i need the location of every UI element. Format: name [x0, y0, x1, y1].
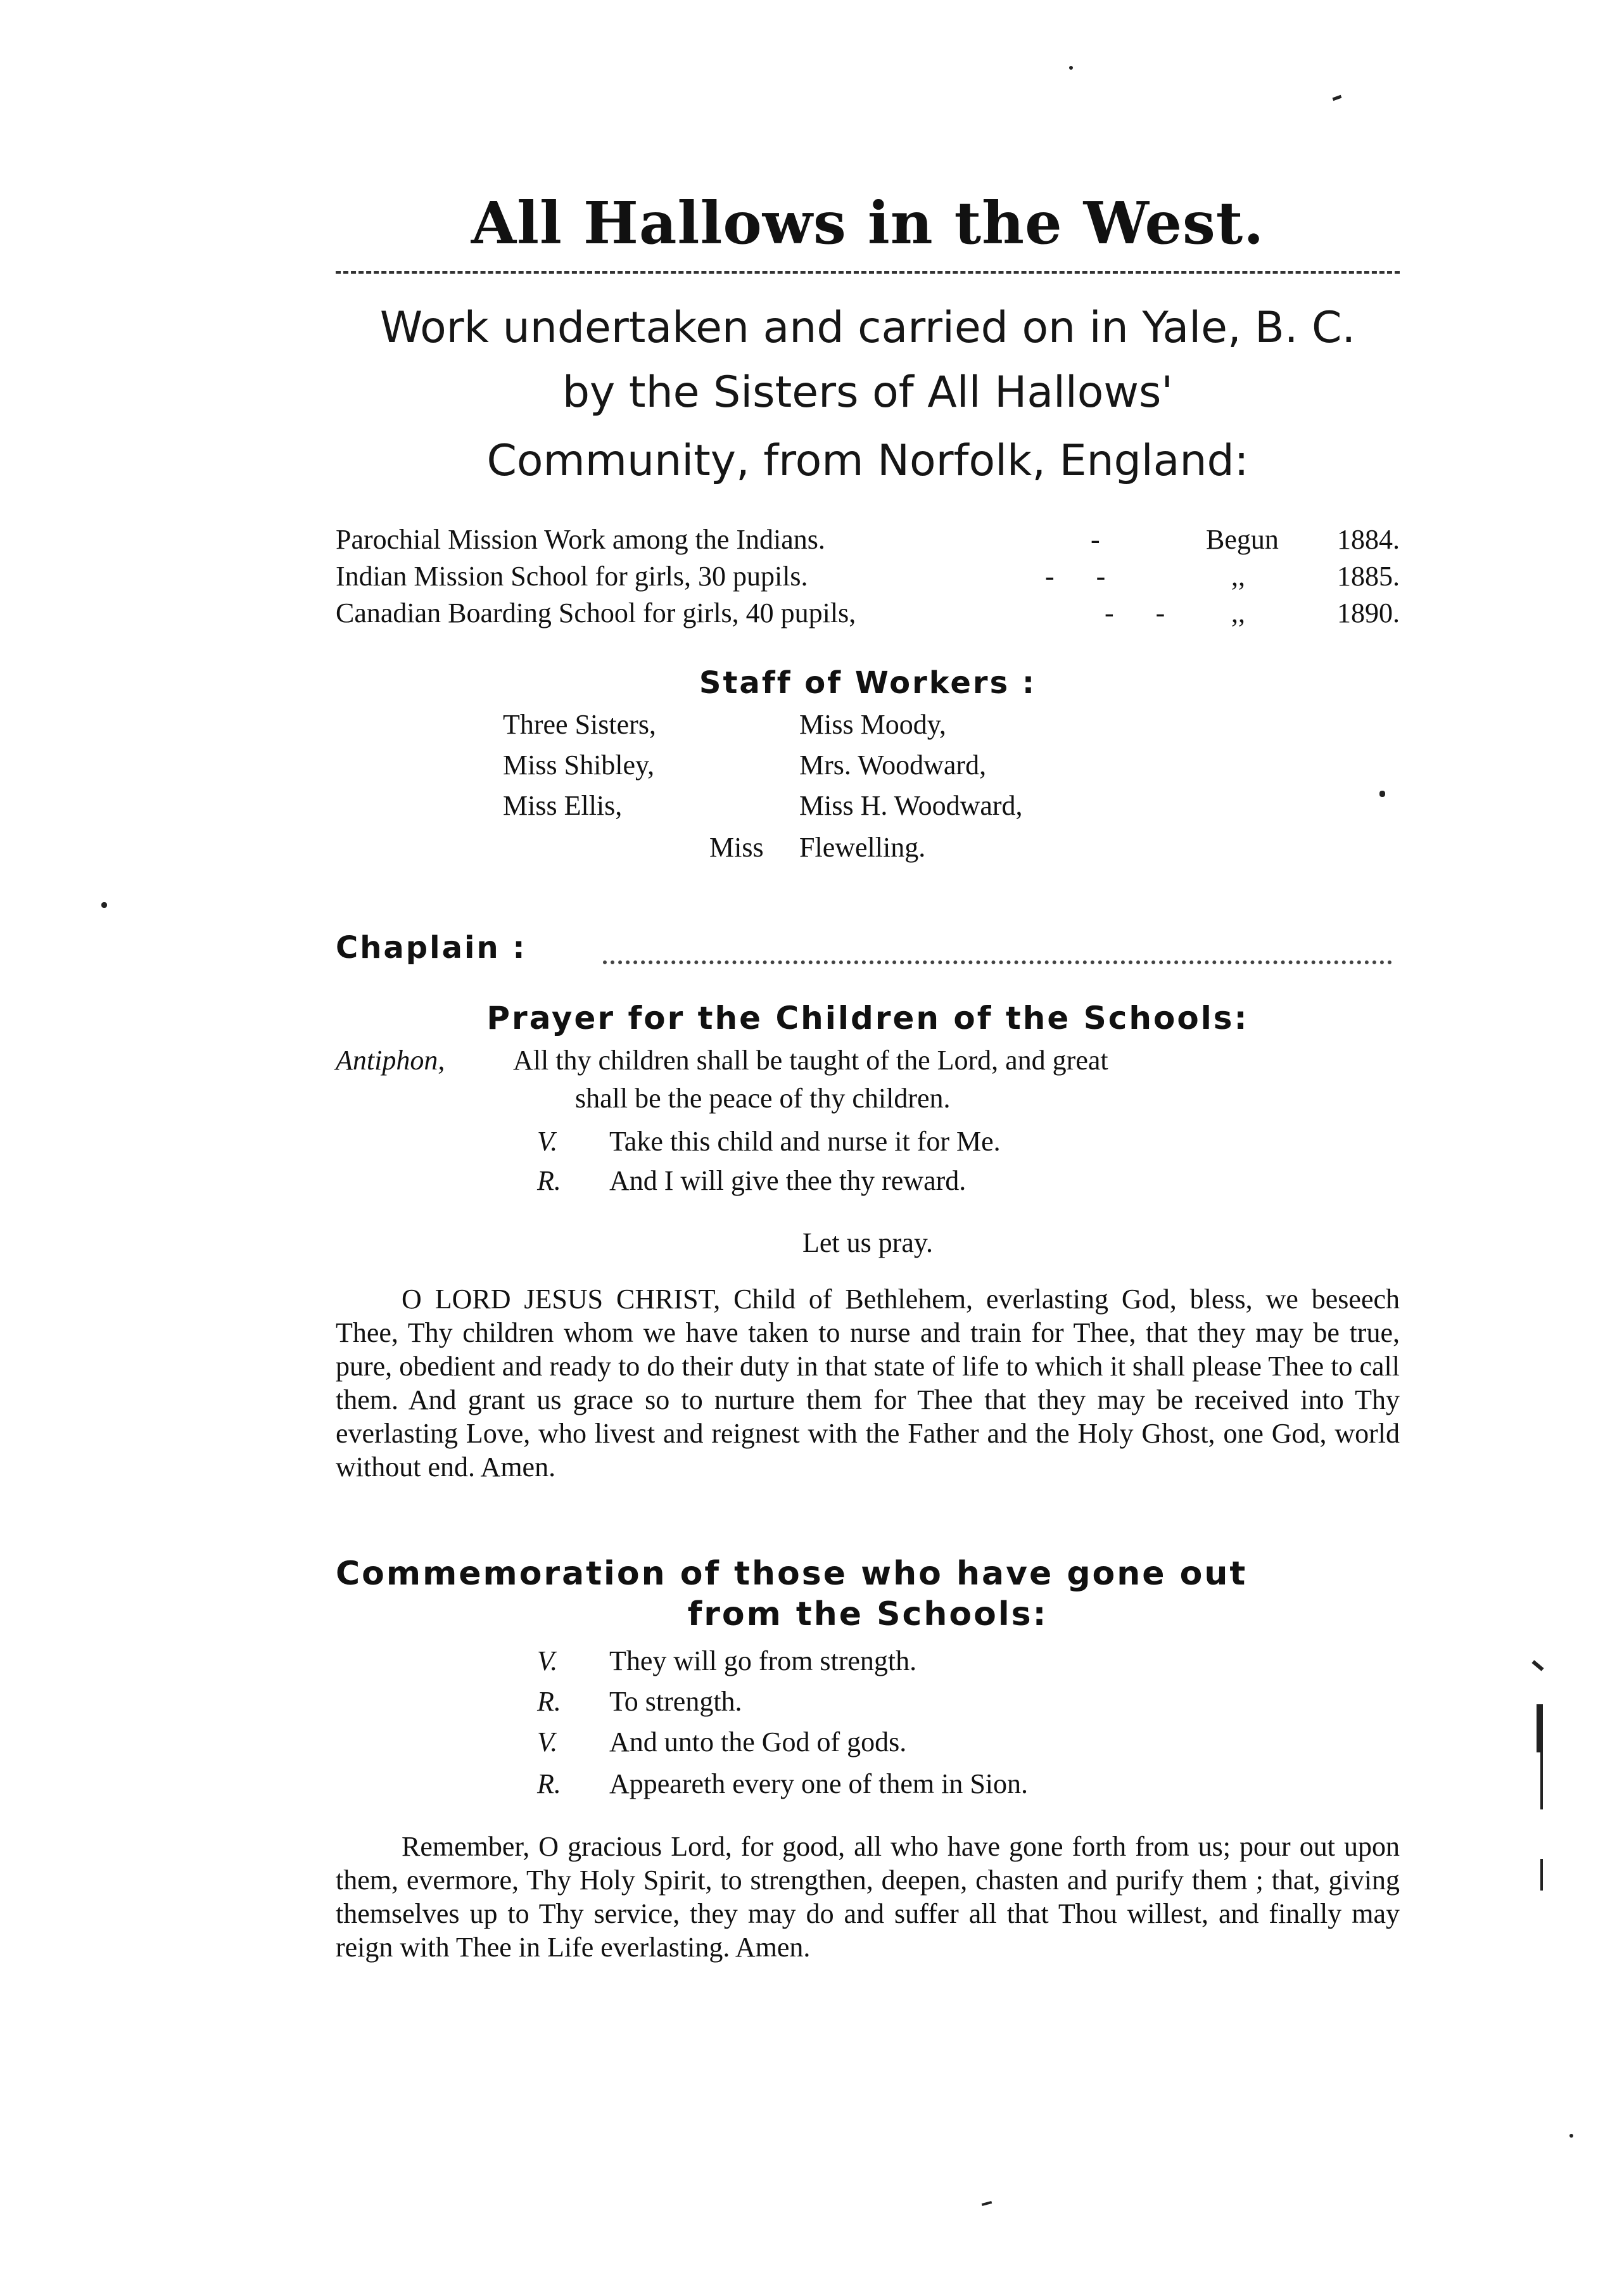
- scan-speck: [1333, 95, 1342, 101]
- versicle-text: They will go from strength.: [609, 1645, 917, 1676]
- chaplain-heading: Chaplain :: [336, 930, 527, 966]
- subtitle-line-3: Community, from Norfolk, England:: [486, 436, 1249, 486]
- staff-heading: Staff of Workers :: [699, 665, 1037, 701]
- staff-name: Miss H. Woodward,: [799, 790, 1023, 821]
- work-label: Canadian Boarding School for girls, 40 pupils,: [336, 597, 856, 628]
- work-item: [0, 523, 1610, 559]
- staff-name: Flewelling.: [799, 832, 926, 863]
- let-us-pray: Let us pray.: [802, 1227, 934, 1258]
- margin-mark: [1537, 1704, 1543, 1752]
- work-year: 1884.: [1337, 524, 1400, 555]
- response-text: And I will give thee thy reward.: [609, 1165, 967, 1196]
- prayer-body: O LORD JESUS CHRIST, Child of Bethlehem, everlasting God, bless, we beseech Thee, Thy children whom we have taken to nurse and train for Thee, that they may be true, pure, obedient and ready to do their duty in that state of life to which it shall please Thee to call them. And grant us grace so to nurture them for Thee that they may be received into Thy everlasting Love, who livest and reignest with the Father and the Holy Ghost, one God, world without end. Amen.: [336, 1284, 1400, 1483]
- commemoration-heading-line-2: from the Schools:: [687, 1595, 1048, 1633]
- work-ditto: ,,: [1231, 561, 1245, 592]
- page-title: All Hallows in the West.: [471, 189, 1265, 257]
- versicle-mark: V.: [537, 1126, 558, 1157]
- work-begun: Begun: [1206, 524, 1279, 555]
- work-item: [0, 597, 1610, 632]
- staff-name-prefix: Miss: [709, 832, 764, 863]
- antiphon-label: Antiphon,: [336, 1045, 445, 1076]
- versicle-mark: V.: [537, 1645, 558, 1676]
- response-mark: R.: [537, 1165, 561, 1196]
- commemoration-body: Remember, O gracious Lord, for good, all who have gone forth from us; pour out upon them, evermore, Thy Holy Spirit, to strengthen, deepen, chasten and purify them ; that, giving themselves up to Thy service, they may do and suffer all that Thou willest, and finally may reign with Thee in Life everlasting. Amen.: [336, 1831, 1400, 1963]
- subtitle-line-2: by the Sisters of All Hallows': [562, 367, 1174, 418]
- work-year: 1890.: [1337, 597, 1400, 628]
- commemoration-heading-line-1: Commemoration of those who have gone out: [336, 1555, 1248, 1593]
- antiphon-text: shall be the peace of thy children.: [575, 1083, 951, 1114]
- title-divider: [336, 271, 1400, 274]
- scan-speck: [101, 902, 107, 908]
- scan-speck: [1069, 66, 1073, 70]
- work-ditto: ,,: [1231, 597, 1245, 628]
- response-mark: R.: [537, 1686, 561, 1717]
- scan-speck: [1569, 2134, 1573, 2138]
- staff-name: Miss Ellis,: [503, 790, 623, 821]
- versicle-text: And unto the God of gods.: [609, 1726, 907, 1757]
- versicle-text: Take this child and nurse it for Me.: [609, 1126, 1001, 1157]
- versicle-mark: V.: [537, 1726, 558, 1757]
- work-item: [0, 560, 1610, 596]
- prayer-heading: Prayer for the Children of the Schools:: [486, 1000, 1249, 1036]
- staff-name: Miss Shibley,: [503, 749, 655, 781]
- margin-mark: [1531, 1660, 1543, 1671]
- staff-name: Three Sisters,: [503, 709, 656, 740]
- margin-mark: [1540, 1859, 1543, 1891]
- response-mark: R.: [537, 1768, 561, 1799]
- response-text: Appeareth every one of them in Sion.: [609, 1768, 1029, 1799]
- antiphon-text: All thy children shall be taught of the Lord, and great: [513, 1045, 1108, 1076]
- scan-speck: [982, 2201, 992, 2206]
- chaplain-dotted-line: [603, 930, 1392, 964]
- work-dash: - -: [1105, 597, 1165, 628]
- scan-speck: [1379, 791, 1385, 797]
- response-text: To strength.: [609, 1686, 742, 1717]
- work-dash: - -: [1045, 561, 1106, 592]
- work-label: Indian Mission School for girls, 30 pupils.: [336, 561, 808, 592]
- subtitle-line-1: Work undertaken and carried on in Yale, B. C.: [379, 303, 1356, 353]
- margin-mark: [1540, 1752, 1543, 1809]
- work-dash: -: [1091, 524, 1100, 555]
- work-label: Parochial Mission Work among the Indians.: [336, 524, 825, 555]
- work-year: 1885.: [1337, 561, 1400, 592]
- staff-name: Mrs. Woodward,: [799, 749, 987, 781]
- staff-name: Miss Moody,: [799, 709, 946, 740]
